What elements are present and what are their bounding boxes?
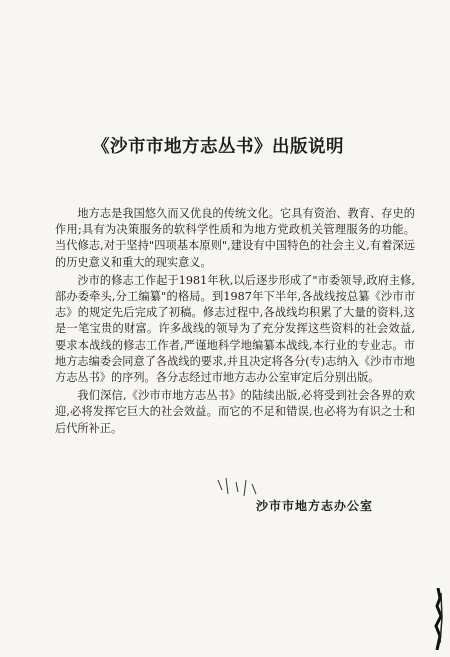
scan-edge-mark xyxy=(432,588,444,650)
paragraph-1: 地方志是我国悠久而又优良的传统文化。它具有资治、教育、存史的作用;具有为决策服务的软科学性质和为地方党政机关管理服务的功能。当代修志,对于坚持"四项基本原则",建设有中国特色的社会主义,有着深远的历史意义和重大的现实意义。 xyxy=(55,207,415,269)
paragraph-3: 我们深信,《沙市市地方志丛书》的陆续出版,必将受到社会各界的欢迎,必将发挥它巨大的社会效益。而它的不足和错误,也必将为有识之士和后代所补正。 xyxy=(55,389,415,435)
signature: 沙市市地方志办公室 xyxy=(256,499,374,513)
paragraph-2: 沙市的修志工作起于1981年秋,以后逐步形成了"市委领导,政府主修,部办委牵头,分工编纂"的格局。到1987年下半年,各战线按总纂《沙市市志》的规定先后完成了初稿。修志过程中,各战线均积累了大量的资料,这是一笔宝贵的财富。许多战线的领导为了充分发挥这些资料的社会效益,要求本战线的修志工作者,严谨地科学地编纂本战线,本行业的专业志。市地方志编委会同意了各战线的要求,并且决定将各分(专)志纳入《沙市市地方志丛书》的序列。各分志经过市地方志办公室审定后分别出版。 xyxy=(55,273,415,385)
page-title: 《沙市市地方志丛书》出版说明 xyxy=(92,137,344,157)
body-text xyxy=(55,206,415,437)
scan-speckle-mark xyxy=(216,476,260,502)
